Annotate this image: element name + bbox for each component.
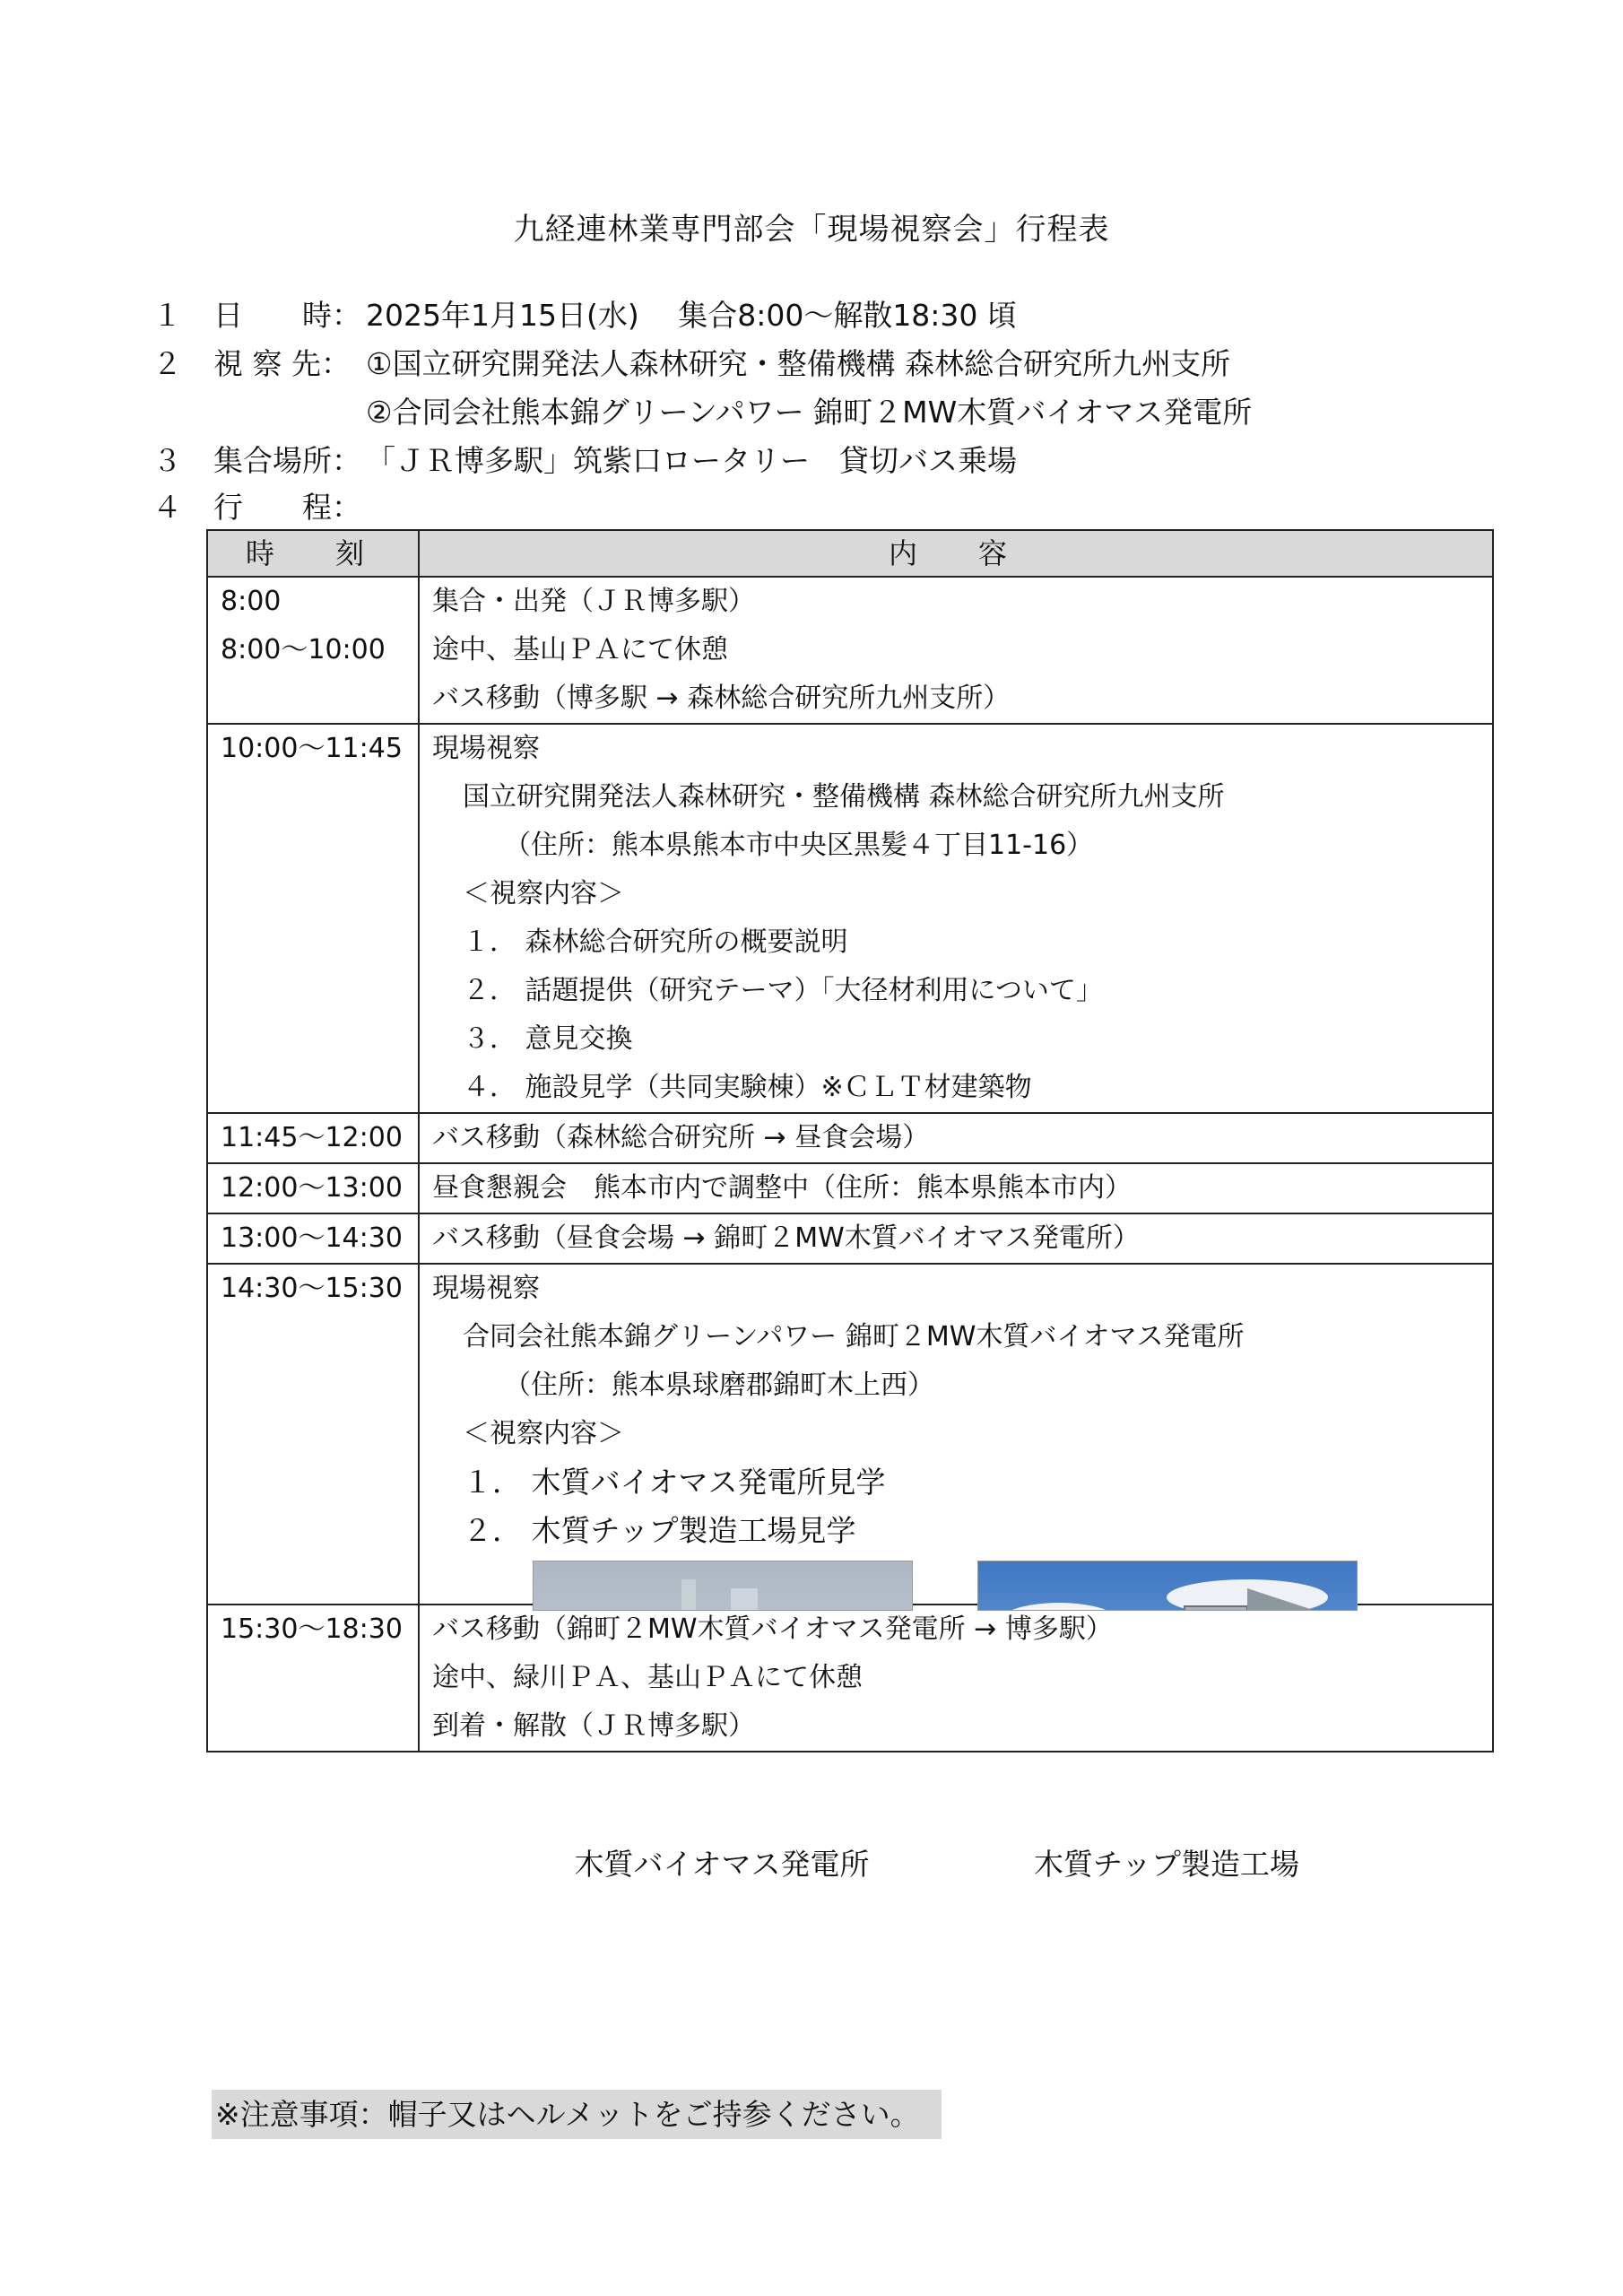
content-cell xyxy=(419,724,1493,1113)
table-header-row xyxy=(207,530,1493,577)
info-label: 視 察 先： xyxy=(213,346,351,381)
info-value: ②合同会社熊本錦グリーンパワー 錦町２MW木質バイオマス発電所 xyxy=(366,395,1253,430)
info-number: １ xyxy=(152,298,182,333)
content-text: バス移動（昼食会場 → 錦町２MW木質バイオマス発電所） xyxy=(432,1222,1140,1254)
time-text: 14:30～15:30 xyxy=(221,1273,403,1304)
content-text: 合同会社熊本錦グリーンパワー 錦町２MW木質バイオマス発電所 xyxy=(463,1321,1245,1352)
content-text: バス移動（博多駅 → 森林総合研究所九州支所） xyxy=(432,683,1011,714)
content-text: 途中、基山ＰＡにて休憩 xyxy=(432,634,728,665)
table-row xyxy=(207,1605,1493,1752)
content-text: １． 森林総合研究所の概要説明 xyxy=(463,926,848,958)
time-text: 13:00～14:30 xyxy=(221,1222,403,1254)
content-text: ３． 意見交換 xyxy=(463,1023,633,1055)
chip-factory-photo xyxy=(977,1561,1358,1611)
table-row xyxy=(207,1264,1493,1605)
time-text: 8:00 xyxy=(221,586,282,617)
time-cell xyxy=(207,1264,419,1605)
content-text: 国立研究開発法人森林研究・整備機構 森林総合研究所九州支所 xyxy=(463,781,1225,813)
table-row xyxy=(207,1163,1493,1213)
photo-caption: 木質バイオマス発電所 xyxy=(574,1847,870,1882)
table-row xyxy=(207,1213,1493,1264)
info-label: 集合場所： xyxy=(213,443,361,478)
info-itinerary xyxy=(152,484,366,526)
page-title: 九経連林業専門部会「現場視察会」行程表 xyxy=(513,212,1110,248)
info-number: ４ xyxy=(152,490,182,525)
info-sites xyxy=(152,341,1230,383)
info-value: ①国立研究開発法人森林研究・整備機構 森林総合研究所九州支所 xyxy=(366,346,1231,381)
content-text: ＜視察内容＞ xyxy=(463,878,624,909)
header-content: 内 容 xyxy=(419,530,1493,577)
time-text: 12:00～13:00 xyxy=(221,1172,403,1204)
content-cell xyxy=(419,1113,1493,1163)
power-plant-photo xyxy=(533,1561,913,1611)
table-row xyxy=(207,577,1493,724)
content-cell xyxy=(419,1163,1493,1213)
photo-caption: 木質チップ製造工場 xyxy=(1033,1847,1299,1882)
content-text: 到着・解散（ＪＲ博多駅） xyxy=(432,1710,755,1742)
content-text: 途中、緑川ＰＡ、基山ＰＡにて休憩 xyxy=(432,1662,863,1693)
time-text: 15:30～18:30 xyxy=(221,1613,403,1645)
time-cell xyxy=(207,1113,419,1163)
time-cell xyxy=(207,724,419,1113)
info-label: 日 時： xyxy=(213,298,361,333)
time-text: 8:00～10:00 xyxy=(221,634,386,665)
content-text: バス移動（森林総合研究所 → 昼食会場） xyxy=(432,1122,930,1153)
content-cell xyxy=(419,1605,1493,1752)
content-text: （住所：熊本県熊本市中央区黒髪４丁目11-16） xyxy=(504,830,1094,861)
content-text: 現場視察 xyxy=(432,733,540,764)
info-meeting xyxy=(152,438,1017,480)
caution-note: ※注意事項：帽子又はヘルメットをご持参ください。 xyxy=(212,2090,942,2139)
time-cell xyxy=(207,577,419,724)
content-text: ２． 木質チップ製造工場見学 xyxy=(463,1513,856,1548)
table-row xyxy=(207,1113,1493,1163)
content-text: （住所：熊本県球磨郡錦町木上西） xyxy=(504,1370,934,1401)
header-time: 時 刻 xyxy=(207,530,419,577)
content-text: バス移動（錦町２MW木質バイオマス発電所 → 博多駅） xyxy=(432,1613,1113,1645)
time-cell xyxy=(207,1213,419,1264)
info-value: 「ＪＲ博多駅」筑紫口ロータリー 貸切バス乗場 xyxy=(366,443,1017,478)
content-cell xyxy=(419,1213,1493,1264)
info-value: 2025年1月15日(水) 集合8:00～解散18:30 頃 xyxy=(366,298,1017,333)
content-text: 昼食懇親会 熊本市内で調整中（住所：熊本県熊本市内） xyxy=(432,1172,1132,1204)
content-text: ＜視察内容＞ xyxy=(463,1418,624,1449)
info-date xyxy=(152,292,1017,335)
schedule-table xyxy=(206,529,1494,1882)
info-number: ２ xyxy=(152,346,182,381)
content-text: １． 木質バイオマス発電所見学 xyxy=(463,1465,886,1500)
content-text: ２． 話題提供（研究テーマ）「大径材利用について」 xyxy=(463,975,1103,1006)
content-cell xyxy=(419,577,1493,724)
table-row xyxy=(207,724,1493,1113)
info-sites-2 xyxy=(152,389,1252,431)
time-cell xyxy=(207,1163,419,1213)
content-text: ４． 施設見学（共同実験棟）※ＣＬＴ材建築物 xyxy=(463,1072,1032,1103)
info-number: ３ xyxy=(152,443,182,478)
info-label: 行 程： xyxy=(213,490,361,525)
time-cell xyxy=(207,1605,419,1752)
content-text: 集合・出発（ＪＲ博多駅） xyxy=(432,586,755,617)
time-text: 11:45～12:00 xyxy=(221,1122,403,1153)
time-text: 10:00～11:45 xyxy=(221,733,403,764)
content-text: 現場視察 xyxy=(432,1273,540,1304)
